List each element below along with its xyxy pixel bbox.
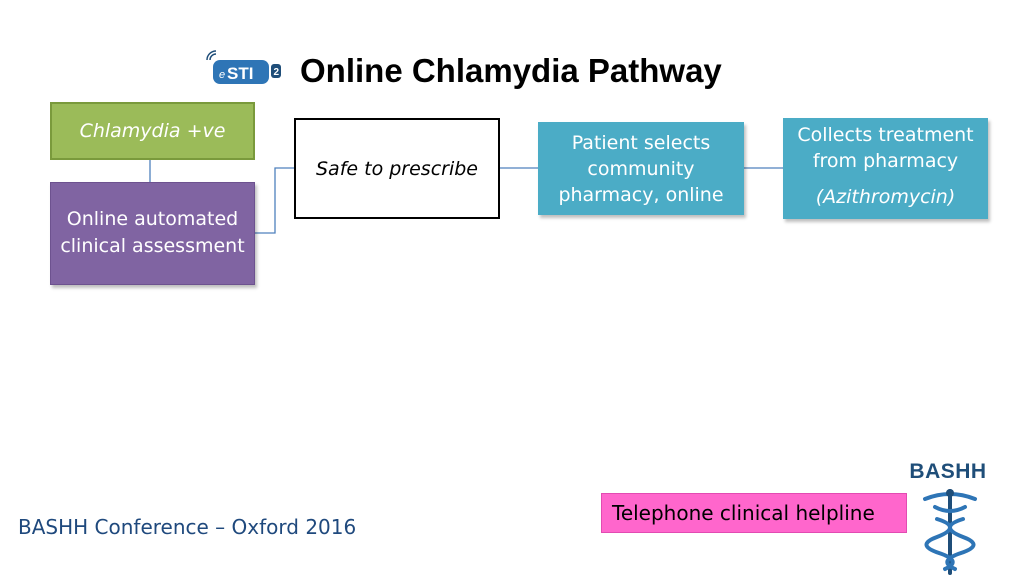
- node-online-assessment: [50, 182, 255, 285]
- node-collect-treatment-line-1: Collects treatment: [797, 124, 974, 146]
- helpline-label: Telephone clinical helpline: [612, 501, 875, 525]
- node-select-pharmacy-line-3: pharmacy, online: [558, 183, 724, 206]
- node-select-pharmacy: [538, 122, 744, 215]
- caduceus-icon: [915, 485, 985, 575]
- logo-prefix: e: [219, 69, 226, 81]
- telephone-helpline-box: [601, 493, 907, 533]
- conference-footer: BASHH Conference – Oxford 2016: [18, 515, 357, 539]
- node-chlamydia-positive-label: Chlamydia +ve: [79, 120, 226, 142]
- node-collect-treatment: [783, 118, 988, 219]
- node-assessment-line-2: clinical assessment: [60, 235, 245, 257]
- node-select-pharmacy-line-2: community: [587, 157, 695, 180]
- logo-main: STI: [227, 64, 254, 83]
- esti2-logo-icon: [205, 50, 285, 90]
- node-assessment-line-1: Online automated: [66, 208, 239, 230]
- logo-suffix: 2: [273, 67, 280, 78]
- node-safe-to-prescribe: [294, 118, 500, 219]
- node-chlamydia-positive: [50, 102, 255, 160]
- node-select-pharmacy-line-1: Patient selects: [571, 131, 711, 154]
- node-collect-treatment-drug: (Azithromycin): [815, 186, 956, 208]
- bashh-logo-text: BASHH: [909, 460, 987, 483]
- node-safe-to-prescribe-label: Safe to prescribe: [316, 157, 478, 180]
- node-collect-treatment-line-2: from pharmacy: [812, 150, 959, 172]
- page-title: Online Chlamydia Pathway: [300, 52, 722, 89]
- connector-purple-white: [255, 168, 294, 233]
